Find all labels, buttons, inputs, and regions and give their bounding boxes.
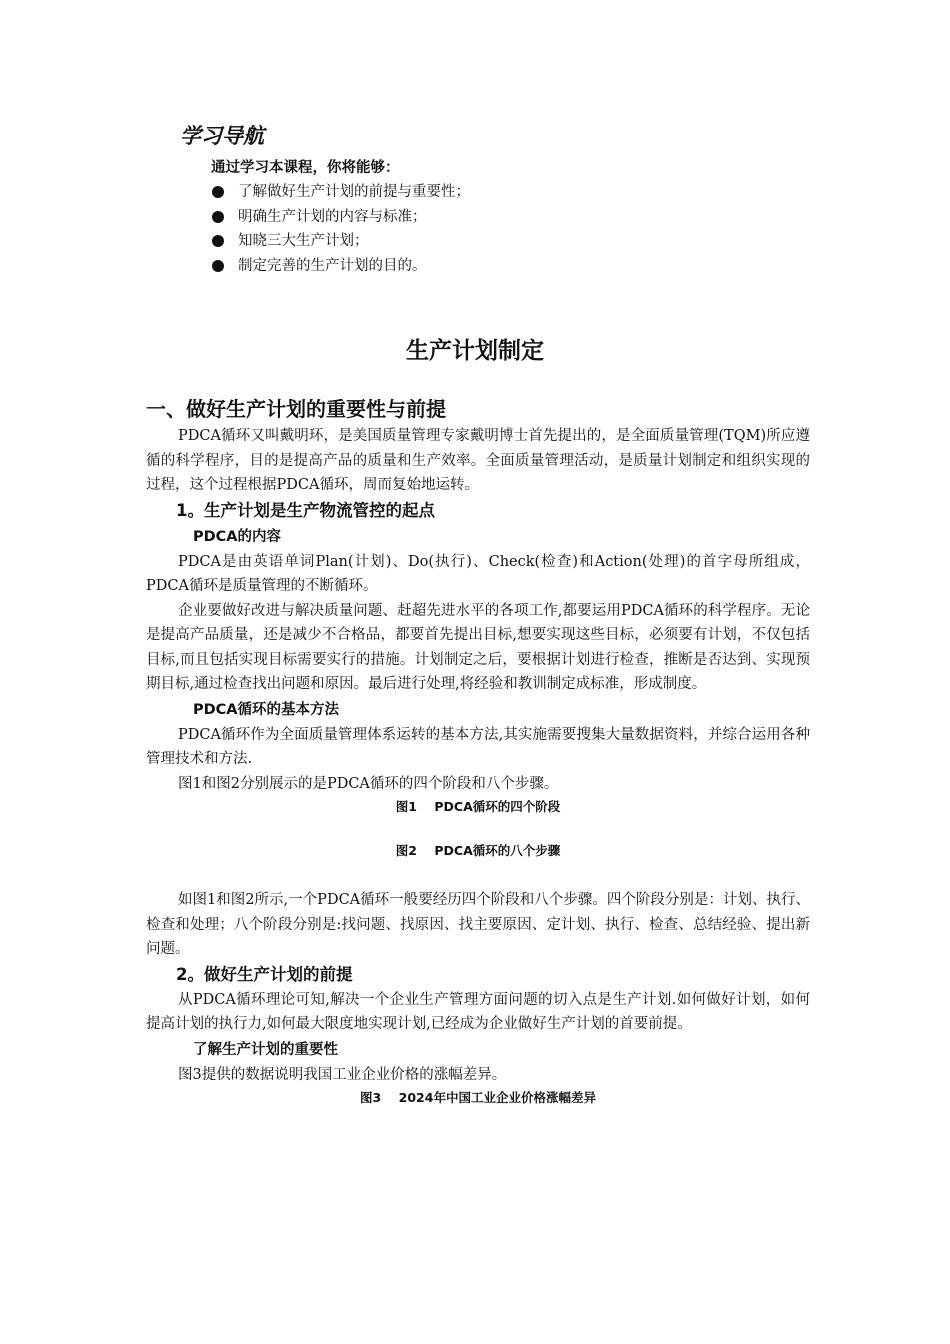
paragraph: 图1和图2分别展示的是PDCA循环的四个阶段和八个步骤。 — [178, 775, 559, 792]
study-guide-title: 学习导航 — [180, 124, 264, 148]
figure-caption: 图2 PDCA循环的八个步骤 — [395, 843, 561, 858]
paragraph: PDCA循环作为全面质量管理体系运转的基本方法,其实施需要搜集大量数据资料，并综合运用各种管理技术和方法. — [146, 726, 810, 767]
main-content — [146, 394, 810, 1109]
paragraph: PDCA是由英语单词Plan(计划)、Do(执行)、Check(检查)和Action(处理)的首字母所组成，PDCA循环是质量管理的不断循环。 — [146, 553, 810, 594]
list-item-text: 制定完善的生产计划的目的。 — [238, 257, 427, 274]
figure-caption: 图1 PDCA循环的四个阶段 — [395, 799, 561, 814]
bullet-icon — [212, 260, 224, 272]
list-item — [212, 254, 470, 279]
paragraph: 企业要做好改进与解决质量问题、赶超先进水平的各项工作,都要运用PDCA循环的科学程序。无论是提高产品质量，还是减少不合格品，都要首先提出目标,想要实现这些目标，必须要有计划，不仅包括目标,而且包括实现目标需要实行的措施。计划制定之后，要根据计划进行检查，推断是否达到、实现预期目标,通过检查找出问题和原因。最后进行处理,将经验和教训制定成标准，形成制度。 — [146, 602, 810, 692]
topic-heading: PDCA循环的基本方法 — [193, 701, 340, 718]
paragraph: PDCA循环又叫戴明环，是美国质量管理专家戴明博士首先提出的，是全面质量管理(TQM)所应遵循的科学程序，目的是提高产品的质量和生产效率。全面质量管理活动，是质量计划制定和组织实现的过程，这个过程根据PDCA循环，周而复始地运转。 — [146, 428, 810, 493]
paragraph: 从PDCA循环理论可知,解决一个企业生产管理方面问题的切入点是生产计划.如何做好计划，如何提高计划的执行力,如何最大限度地实现计划,已经成为企业做好生产计划的首要前提。 — [146, 991, 810, 1032]
list-item-text: 了解做好生产计划的前提与重要性； — [238, 184, 470, 201]
figure-placeholder — [146, 818, 810, 840]
bullet-icon — [212, 235, 224, 247]
figure-caption: 图3 2024年中国工业企业价格涨幅差异 — [360, 1090, 596, 1105]
list-item — [212, 180, 470, 205]
list-item-text: 知晓三大生产计划； — [238, 233, 369, 250]
page-title: 生产计划制定 — [406, 338, 544, 364]
subsection-heading: 2。做好生产计划的前提 — [176, 964, 353, 984]
figure-placeholder — [146, 862, 810, 888]
list-item-text: 明确生产计划的内容与标准； — [238, 208, 427, 225]
learning-goals-list — [212, 180, 470, 278]
study-guide-intro: 通过学习本课程，你将能够： — [211, 160, 400, 176]
section-heading: 一、做好生产计划的重要性与前提 — [146, 397, 446, 421]
list-item — [212, 205, 470, 230]
subsection-heading: 1。生产计划是生产物流管控的起点 — [176, 500, 435, 520]
topic-heading: PDCA的内容 — [193, 528, 282, 545]
paragraph: 如图1和图2所示,一个PDCA循环一般要经历四个阶段和八个步骤。四个阶段分别是：计划、执行、检查和处理；八个阶段分别是:找问题、找原因、找主要原因、定计划、执行、检查、总结经验、提出新问题。 — [146, 892, 810, 957]
list-item — [212, 229, 470, 254]
bullet-icon — [212, 186, 224, 198]
topic-heading: 了解生产计划的重要性 — [193, 1041, 338, 1058]
paragraph: 图3提供的数据说明我国工业企业价格的涨幅差异。 — [178, 1066, 507, 1083]
bullet-icon — [212, 211, 224, 223]
